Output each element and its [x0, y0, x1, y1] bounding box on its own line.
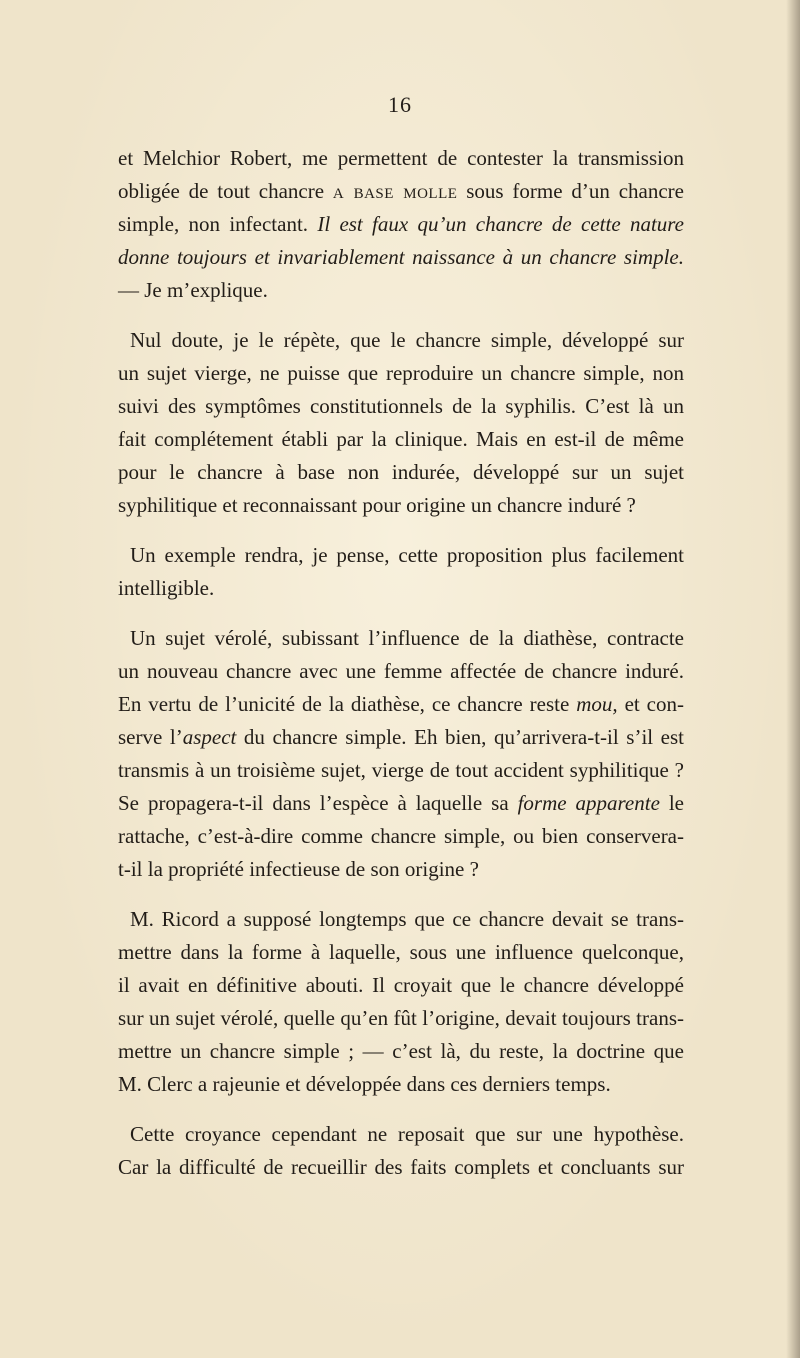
italic-text: mou,: [576, 692, 618, 716]
paragraph: [118, 1118, 684, 1184]
text-run: un sujet vierge, ne puisse que reproduire un chancre simple, non: [118, 361, 684, 385]
text-run: mettre dans la forme à laquelle, sous une influence quelconque,: [118, 940, 684, 964]
text-line: [118, 489, 684, 522]
text-line: [118, 1035, 684, 1068]
text-run: le: [659, 791, 685, 815]
text-run: intelligible.: [118, 576, 215, 600]
italic-text: forme apparente: [517, 791, 660, 815]
text-run: un nouveau chancre avec une femme affectée de chancre induré.: [118, 659, 684, 683]
text-run: transmis à un troisième sujet, vierge de tout accident syphilitique ?: [118, 758, 684, 782]
text-run: simple, non infectant.: [118, 212, 318, 236]
text-line: [118, 903, 684, 936]
text-run: Se propagera-t-il dans l’espèce à laquelle sa: [118, 791, 518, 815]
text-line: [118, 357, 684, 390]
text-line: [118, 754, 684, 787]
text-run: Car la difficulté de recueillir des faits complets et concluants sur: [118, 1155, 684, 1179]
text-run: pour le chancre à base non indurée, développé sur un sujet: [118, 460, 684, 484]
text-run: — Je m’explique.: [118, 278, 268, 302]
text-run: fait complétement établi par la clinique. Mais en est-il de même: [118, 427, 684, 451]
text-line: [118, 1151, 684, 1184]
italic-text: Il est faux qu’un chancre de cette nature: [317, 212, 684, 236]
text-run: Un exemple rendra, je pense, cette proposition plus facilement: [130, 543, 684, 567]
paragraph: [118, 903, 684, 1101]
text-run: M. Clerc a rajeunie et développée dans ces derniers temps.: [118, 1072, 611, 1096]
text-run: il avait en définitive abouti. Il croyait que le chancre développé: [118, 973, 684, 997]
text-run: En vertu de l’unicité de la diathèse, ce chancre reste: [118, 692, 577, 716]
text-line: [118, 655, 684, 688]
text-line: [118, 936, 684, 969]
text-run: M. Ricord a supposé longtemps que ce chancre devait se trans-: [130, 907, 684, 931]
text-run: suivi des symptômes constitutionnels de la syphilis. C’est là un: [118, 394, 684, 418]
text-line: [118, 820, 684, 853]
text-run: obligée de tout chancre: [118, 179, 333, 203]
text-line: [118, 456, 684, 489]
text-line: [118, 853, 684, 886]
text-run: sur un sujet vérolé, quelle qu’en fût l’origine, devait toujours trans-: [118, 1006, 684, 1030]
text-line: [118, 175, 684, 208]
text-line: [118, 423, 684, 456]
text-run: mettre un chancre simple ; — c’est là, du reste, la doctrine que: [118, 1039, 684, 1063]
paragraph: [118, 622, 684, 886]
text-run: t-il la propriété infectieuse de son origine ?: [118, 857, 479, 881]
text-run: serve l’: [118, 725, 183, 749]
text-run: Cette croyance cependant ne reposait que sur une hypothèse.: [130, 1122, 684, 1146]
page-edge-shadow: [786, 0, 800, 1358]
text-line: [118, 622, 684, 655]
paragraph: [118, 539, 684, 605]
text-line: [118, 539, 684, 572]
page-number: 16: [388, 92, 412, 117]
paragraph: [118, 324, 684, 522]
text-run: sous forme d’un chancre: [457, 179, 684, 203]
text-line: [118, 969, 684, 1002]
text-line: [118, 274, 684, 307]
text-run: rattache, c’est-à-dire comme chancre simple, ou bien conservera-: [118, 824, 684, 848]
italic-text: aspect: [182, 725, 237, 749]
text-line: [118, 324, 684, 357]
text-line: [118, 721, 684, 754]
body-text: [118, 142, 684, 1201]
text-line: [118, 241, 684, 274]
small-caps-text: a base molle: [332, 179, 458, 203]
text-line: [118, 390, 684, 423]
text-line: [118, 1118, 684, 1151]
text-line: [118, 208, 684, 241]
text-run: syphilitique et reconnaissant pour origine un chancre induré ?: [118, 493, 636, 517]
paragraph: [118, 142, 684, 307]
text-line: [118, 572, 684, 605]
text-line: [118, 688, 684, 721]
text-line: [118, 142, 684, 175]
text-run: et Melchior Robert, me permettent de contester la transmission: [118, 146, 684, 170]
text-run: du chancre simple. Eh bien, qu’arrivera-t-il s’il est: [236, 725, 684, 749]
text-run: et con-: [617, 692, 684, 716]
text-run: Nul doute, je le répète, que le chancre simple, développé sur: [130, 328, 684, 352]
text-line: [118, 1068, 684, 1101]
text-line: [118, 787, 684, 820]
text-run: Un sujet vérolé, subissant l’influence de la diathèse, contracte: [130, 626, 684, 650]
text-line: [118, 1002, 684, 1035]
italic-text: donne toujours et invariablement naissance à un chancre simple.: [118, 245, 684, 269]
